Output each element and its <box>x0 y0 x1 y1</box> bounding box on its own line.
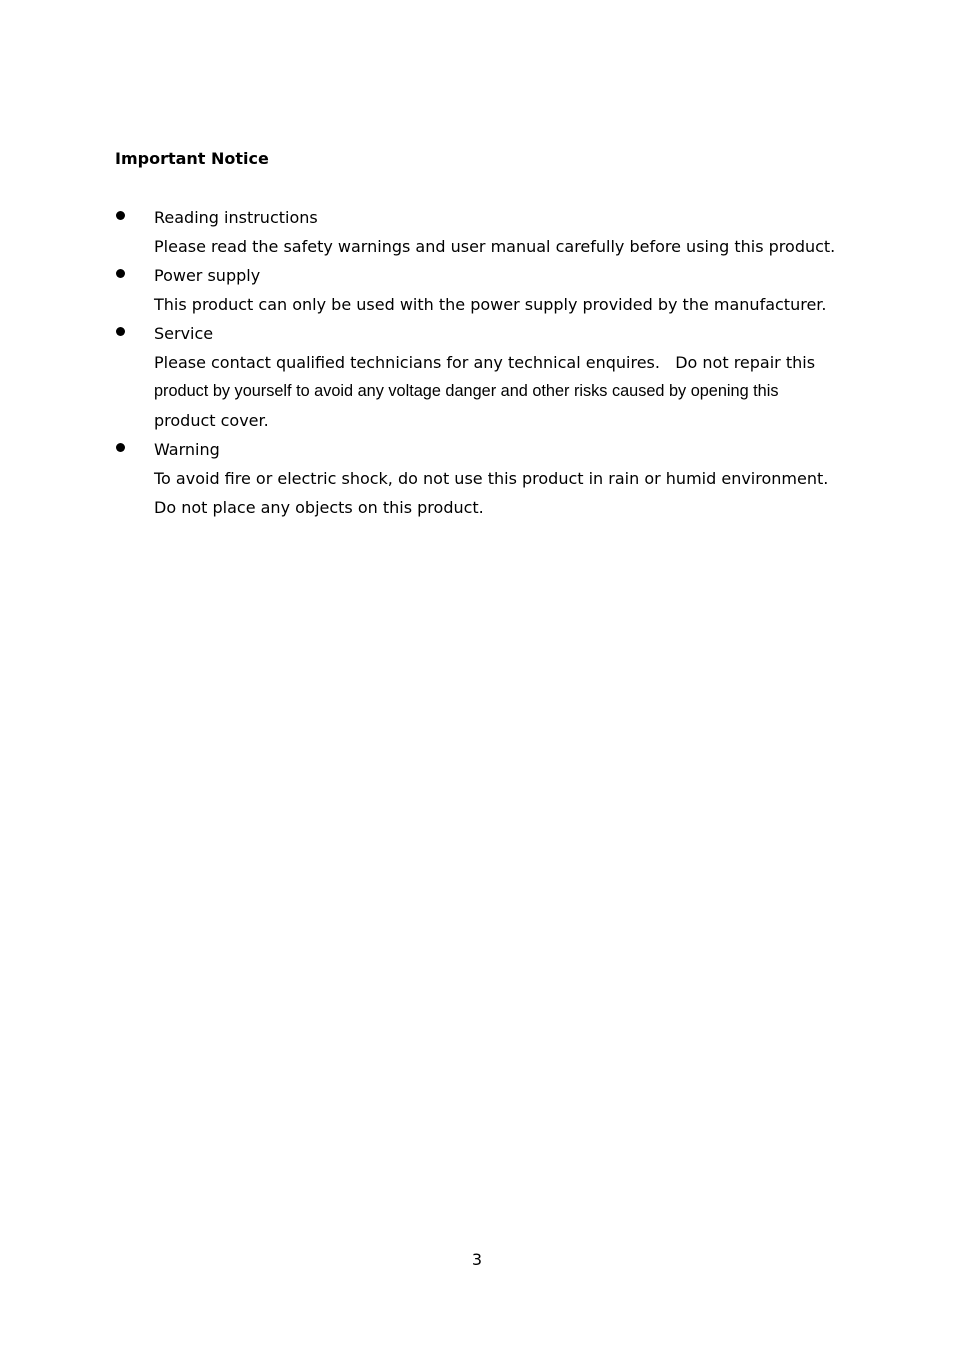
notice-list <box>115 203 855 522</box>
item-text: This product can only be used with the power supply provided by the manufacturer. <box>154 295 827 314</box>
list-item-reading-instructions <box>115 203 855 261</box>
bullet-icon <box>116 211 125 220</box>
list-item-service <box>115 319 855 435</box>
page-number: 3 <box>471 1250 483 1269</box>
item-heading: Service <box>154 324 214 343</box>
item-text: Please contact qualified technicians for any technical enquires. Do not repair this <box>154 353 816 372</box>
item-text: Please read the safety warnings and user manual carefully before using this product. <box>154 237 836 256</box>
bullet-icon <box>116 443 125 452</box>
item-heading: Warning <box>154 440 220 459</box>
list-item-warning <box>115 435 855 522</box>
page-title: Important Notice <box>115 149 269 168</box>
bullet-icon <box>116 327 125 336</box>
item-heading: Power supply <box>154 266 261 285</box>
item-heading: Reading instructions <box>154 208 318 227</box>
bullet-icon <box>116 269 125 278</box>
item-text: To avoid fire or electric shock, do not use this product in rain or humid environment. <box>154 469 829 488</box>
item-text: product cover. <box>154 411 269 430</box>
list-item-power-supply <box>115 261 855 319</box>
item-text: Do not place any objects on this product. <box>154 498 484 517</box>
item-text: product by yourself to avoid any voltage danger and other risks caused by opening this <box>154 382 779 400</box>
